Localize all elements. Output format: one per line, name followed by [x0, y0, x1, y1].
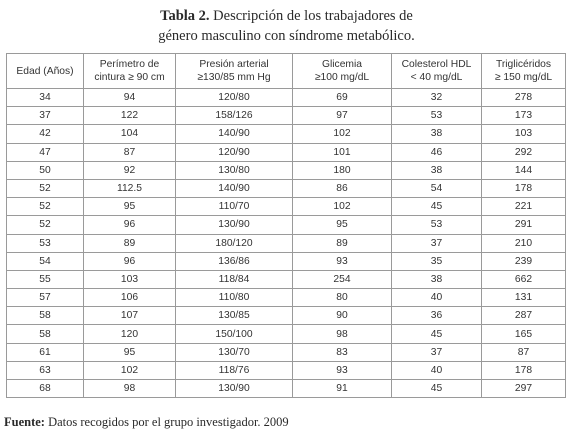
- table-cell: 63: [7, 361, 84, 379]
- table-row: [7, 198, 566, 216]
- table-body: [7, 89, 566, 398]
- header-line-1: Triglicéridos: [495, 59, 552, 70]
- table-cell: 57: [7, 289, 84, 307]
- table-cell: 38: [392, 125, 482, 143]
- table-cell: 58: [7, 307, 84, 325]
- table-cell: 87: [482, 343, 566, 361]
- table-cell: 221: [482, 198, 566, 216]
- table-cell: 46: [392, 143, 482, 161]
- table-cell: 40: [392, 361, 482, 379]
- header-trigliceridos: [482, 54, 566, 89]
- header-line-1: Presión arterial: [199, 59, 269, 70]
- table-row: [7, 361, 566, 379]
- table-cell: 83: [293, 343, 392, 361]
- table-cell: 112.5: [84, 179, 176, 197]
- table-cell: 102: [293, 125, 392, 143]
- table-cell: 102: [84, 361, 176, 379]
- table-cell: 93: [293, 252, 392, 270]
- table-cell: 42: [7, 125, 84, 143]
- table-row: [7, 270, 566, 288]
- table-row: [7, 252, 566, 270]
- table-cell: 180: [293, 161, 392, 179]
- table-row: [7, 179, 566, 197]
- table-cell: 130/70: [176, 343, 293, 361]
- table-cell: 239: [482, 252, 566, 270]
- table-cell: 32: [392, 89, 482, 107]
- table-cell: 37: [392, 343, 482, 361]
- table-cell: 254: [293, 270, 392, 288]
- table-cell: 122: [84, 107, 176, 125]
- table-cell: 287: [482, 307, 566, 325]
- table-cell: 106: [84, 289, 176, 307]
- table-cell: 103: [482, 125, 566, 143]
- data-table: [6, 53, 566, 398]
- table-cell: 45: [392, 380, 482, 398]
- table-cell: 118/76: [176, 361, 293, 379]
- table-cell: 110/80: [176, 289, 293, 307]
- table-cell: 118/84: [176, 270, 293, 288]
- table-cell: 140/90: [176, 179, 293, 197]
- table-cell: 178: [482, 179, 566, 197]
- table-cell: 45: [392, 325, 482, 343]
- table-cell: 92: [84, 161, 176, 179]
- header-line-1: Glicemia: [321, 59, 363, 70]
- table-cell: 90: [293, 307, 392, 325]
- table-cell: 130/90: [176, 380, 293, 398]
- table-cell: 120: [84, 325, 176, 343]
- table-cell: 38: [392, 270, 482, 288]
- table-cell: 291: [482, 216, 566, 234]
- table-row: [7, 107, 566, 125]
- table-cell: 165: [482, 325, 566, 343]
- header-line-2: < 40 mg/dL: [410, 72, 463, 83]
- table-cell: 52: [7, 216, 84, 234]
- table-cell: 52: [7, 179, 84, 197]
- table-row: [7, 125, 566, 143]
- table-cell: 110/70: [176, 198, 293, 216]
- table-cell: 180/120: [176, 234, 293, 252]
- table-cell: 130/80: [176, 161, 293, 179]
- table-cell: 94: [84, 89, 176, 107]
- table-row: [7, 143, 566, 161]
- table-cell: 107: [84, 307, 176, 325]
- table-cell: 103: [84, 270, 176, 288]
- table-cell: 101: [293, 143, 392, 161]
- source-note: [4, 415, 289, 430]
- table-cell: 278: [482, 89, 566, 107]
- header-line-2: ≥ 150 mg/dL: [494, 72, 553, 83]
- table-cell: 292: [482, 143, 566, 161]
- caption-label: Tabla 2.: [160, 8, 210, 24]
- table-cell: 178: [482, 361, 566, 379]
- table-row: [7, 325, 566, 343]
- table-cell: 58: [7, 325, 84, 343]
- caption-text-1: Descripción de los trabajadores de: [209, 8, 413, 24]
- table-row: [7, 380, 566, 398]
- table-row: [7, 289, 566, 307]
- table-cell: 144: [482, 161, 566, 179]
- table-cell: 55: [7, 270, 84, 288]
- table-cell: 89: [293, 234, 392, 252]
- table-cell: 38: [392, 161, 482, 179]
- header-line-2: ≥130/85 mm Hg: [197, 72, 271, 83]
- table-cell: 40: [392, 289, 482, 307]
- table-cell: 130/90: [176, 216, 293, 234]
- caption-line-1: [0, 6, 573, 26]
- table-cell: 86: [293, 179, 392, 197]
- table-caption: [0, 6, 573, 46]
- table-cell: 45: [392, 198, 482, 216]
- table-cell: 96: [84, 252, 176, 270]
- table-row: [7, 307, 566, 325]
- table-cell: 89: [84, 234, 176, 252]
- table-row: [7, 161, 566, 179]
- table-cell: 68: [7, 380, 84, 398]
- table-cell: 120/90: [176, 143, 293, 161]
- header-edad: [7, 54, 84, 89]
- table-cell: 210: [482, 234, 566, 252]
- table-cell: 52: [7, 198, 84, 216]
- table-cell: 61: [7, 343, 84, 361]
- table-cell: 96: [84, 216, 176, 234]
- table-cell: 150/100: [176, 325, 293, 343]
- table-cell: 98: [84, 380, 176, 398]
- header-colesterol: [392, 54, 482, 89]
- table-header-row: [7, 54, 566, 89]
- table-cell: 297: [482, 380, 566, 398]
- table-cell: 130/85: [176, 307, 293, 325]
- table-row: [7, 216, 566, 234]
- table-cell: 53: [392, 216, 482, 234]
- table-cell: 173: [482, 107, 566, 125]
- table-cell: 53: [7, 234, 84, 252]
- table-cell: 34: [7, 89, 84, 107]
- header-line-1: Edad (Años): [16, 65, 74, 77]
- table-row: [7, 89, 566, 107]
- header-presion: [176, 54, 293, 89]
- table-cell: 95: [293, 216, 392, 234]
- table-cell: 140/90: [176, 125, 293, 143]
- table-cell: 662: [482, 270, 566, 288]
- table-row: [7, 343, 566, 361]
- table-cell: 95: [84, 198, 176, 216]
- table-cell: 104: [84, 125, 176, 143]
- table-cell: 97: [293, 107, 392, 125]
- table-cell: 36: [392, 307, 482, 325]
- table-cell: 136/86: [176, 252, 293, 270]
- header-line-2: cintura ≥ 90 cm: [94, 72, 165, 83]
- source-label: Fuente:: [4, 415, 45, 429]
- table-cell: 80: [293, 289, 392, 307]
- table-cell: 131: [482, 289, 566, 307]
- table-cell: 93: [293, 361, 392, 379]
- table-cell: 95: [84, 343, 176, 361]
- table-cell: 47: [7, 143, 84, 161]
- table-cell: 158/126: [176, 107, 293, 125]
- table-cell: 35: [392, 252, 482, 270]
- table-cell: 54: [7, 252, 84, 270]
- table-cell: 54: [392, 179, 482, 197]
- table-cell: 87: [84, 143, 176, 161]
- table-cell: 53: [392, 107, 482, 125]
- header-line-2: ≥100 mg/dL: [314, 72, 370, 83]
- caption-line-2: género masculino con síndrome metabólico.: [158, 28, 415, 44]
- header-perimetro: [84, 54, 176, 89]
- header-line-1: Perímetro de: [99, 59, 160, 70]
- header-glicemia: [293, 54, 392, 89]
- table-cell: 98: [293, 325, 392, 343]
- table-cell: 69: [293, 89, 392, 107]
- table-cell: 102: [293, 198, 392, 216]
- source-text: Datos recogidos por el grupo investigador. 2009: [44, 415, 289, 429]
- header-line-1: Colesterol HDL: [401, 59, 472, 70]
- table-cell: 37: [392, 234, 482, 252]
- table-cell: 37: [7, 107, 84, 125]
- table-cell: 91: [293, 380, 392, 398]
- table-cell: 50: [7, 161, 84, 179]
- table-row: [7, 234, 566, 252]
- table-cell: 120/80: [176, 89, 293, 107]
